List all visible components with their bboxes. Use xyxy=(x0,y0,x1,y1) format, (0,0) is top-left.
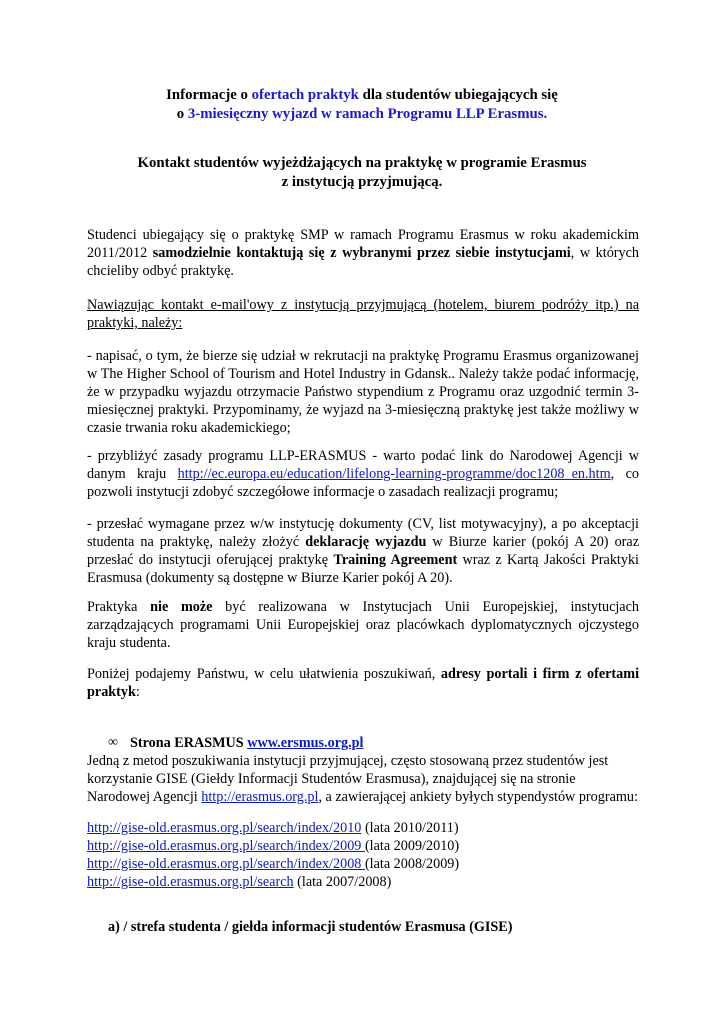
title-line-1: Informacje o ofertach praktyk dla studentów ubiegających się xyxy=(166,87,558,103)
national-agency-link[interactable]: http://ec.europa.eu/education/lifelong-learning-programme/doc1208_en.htm xyxy=(177,466,611,482)
erasmus-site-link[interactable]: www.ersmus.org.pl xyxy=(247,735,364,751)
subtitle: Kontakt studentów wyjeżdżających na praktykę w programie Erasmus z instytucją przyjmującą. xyxy=(137,155,587,190)
list-item: http://gise-old.erasmus.org.pl/search (lata 2007/2008) xyxy=(87,874,392,890)
erasmus-description: Jedną z metod poszukiwania instytucji przyjmującej, często stosowaną przez studentów jest korzystanie GISE (Giełdy Informacji Studentów Erasmusa), znajdującej się na stronie Narodowej Agencji http://erasmus.org.pl, a zawierającej ankiety byłych stypendystów programu: xyxy=(87,753,638,805)
list-item: http://gise-old.erasmus.org.pl/search/index/2010 (lata 2010/2011) xyxy=(87,820,459,836)
list-item: http://gise-old.erasmus.org.pl/search/index/2008 (lata 2008/2009) xyxy=(87,856,460,872)
gise-link-list xyxy=(87,819,639,891)
paragraph-portals: Poniżej podajemy Państwu, w celu ułatwienia poszukiwań, adresy portali i firm z ofertami praktyk: xyxy=(87,666,640,700)
title-highlight: ofertach praktyk xyxy=(251,87,359,103)
bullet-icon: ∞ xyxy=(108,735,118,750)
title-line-2: o 3-miesięczny wyjazd w ramach Programu LLP Erasmus. xyxy=(176,106,548,122)
title-highlight-2: 3-miesięczny wyjazd w ramach Programu LLP Erasmus. xyxy=(187,106,548,122)
gise-link-2009[interactable]: http://gise-old.erasmus.org.pl/search/index/2009 xyxy=(87,838,365,854)
list-item: http://gise-old.erasmus.org.pl/search/index/2009 (lata 2009/2010) xyxy=(87,838,460,854)
paragraph-rules: - przybliżyć zasady programu LLP-ERASMUS - warto podać link do Narodowej Agencji w danym kraju http://ec.europa.eu/education/lifelong-learning-programme/doc1208_en.htm, co pozwoli instytucji zdobyć szczegółowe informacje o zasadach realizacji programu; xyxy=(87,448,639,500)
section-a-heading: a) / strefa studenta / giełda informacji studentów Erasmusa (GISE) xyxy=(108,919,513,935)
paragraph-contact-heading: Nawiązując kontakt e-mail'owy z instytucją przyjmującą (hotelem, biurem podróży itp.) na praktyki, należy: xyxy=(87,297,639,331)
erasmus-org-link[interactable]: http://erasmus.org.pl xyxy=(201,789,319,805)
gise-link-2010[interactable]: http://gise-old.erasmus.org.pl/search/index/2010 xyxy=(87,820,362,836)
paragraph-write: - napisać, o tym, że bierze się udział w rekrutacji na praktykę Programu Erasmus organizowanej w The Higher School of Tourism and Hotel Industry in Gdansk.. Należy także podać informację, że w przypadku wyjazdu otrzymacie Państwo stypendium z Programu oraz uzgodnić termin 3-miesięcznej praktyki. Przypominamy, że wyjazd na 3-miesięczną praktykę jest także możliwy w czasie trwania roku akademickiego; xyxy=(87,348,639,436)
paragraph-documents: - przesłać wymagane przez w/w instytucję dokumenty (CV, list motywacyjny), a po akceptacji studenta na praktykę, należy złożyć deklarację wyjazdu w Biurze karier (pokój A 20) oraz przesłać do instytucji oferującej praktykę Training Agreement wraz z Kartą Jakości Praktyki Erasmusa (dokumenty są dostępne w Biurze Karier pokój A 20). xyxy=(87,516,640,586)
gise-link-2008[interactable]: http://gise-old.erasmus.org.pl/search/index/2008 xyxy=(87,856,365,872)
gise-link-search[interactable]: http://gise-old.erasmus.org.pl/search xyxy=(87,874,294,890)
erasmus-heading: Strona ERASMUS www.ersmus.org.pl xyxy=(130,735,364,751)
paragraph-restrictions: Praktyka nie może być realizowana w Instytucjach Unii Europejskiej, instytucjach zarządzających programami Unii Europejskiej oraz placówkach dyplomatycznych ojczystego kraju studenta. xyxy=(87,599,639,651)
paragraph-intro: Studenci ubiegający się o praktykę SMP w ramach Programu Erasmus w roku akademickim 2011/2012 samodzielnie kontaktują się z wybranymi przez siebie instytucjami, w których chcieliby odbyć praktykę. xyxy=(87,227,639,279)
page-title xyxy=(70,86,654,124)
